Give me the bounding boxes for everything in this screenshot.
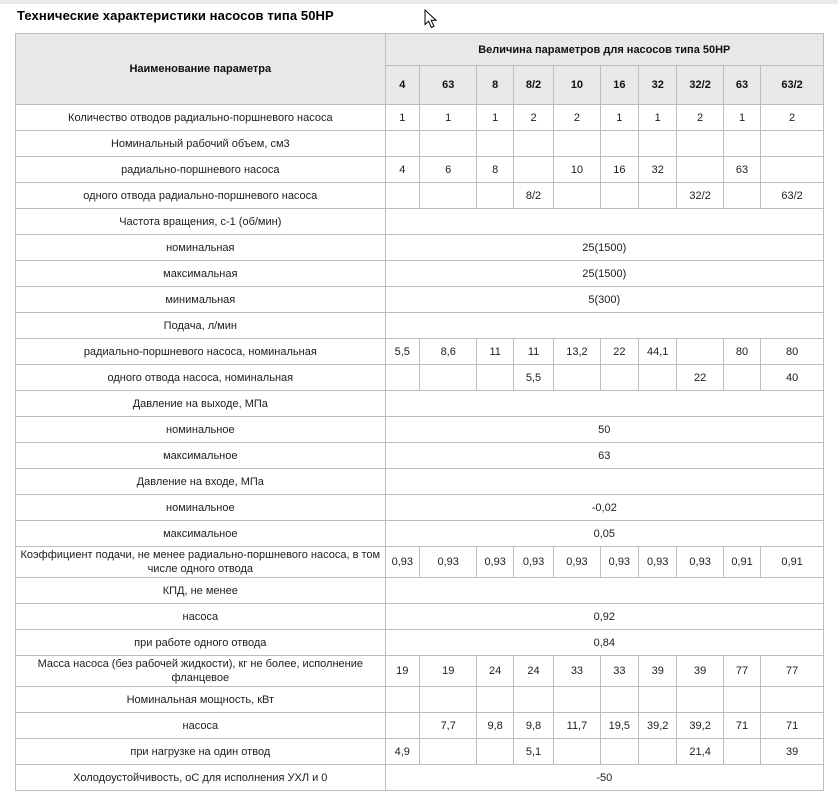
value-cell: 32: [639, 157, 677, 183]
param-label: номинальная: [16, 235, 386, 261]
value-cell: [513, 687, 553, 713]
value-cell: 8: [477, 157, 513, 183]
value-cell: [419, 365, 477, 391]
value-cell: 19,5: [600, 713, 638, 739]
value-cell: 0,93: [639, 547, 677, 578]
value-cell: [477, 739, 513, 765]
param-label: насоса: [16, 604, 386, 630]
value-cell: 39: [761, 739, 824, 765]
value-cell: 2: [677, 105, 723, 131]
param-label: максимальная: [16, 261, 386, 287]
value-cell: 1: [639, 105, 677, 131]
value-cell: 1: [477, 105, 513, 131]
value-cell: 2: [554, 105, 600, 131]
merged-value-cell: 63: [385, 443, 823, 469]
value-cell: [761, 131, 824, 157]
value-cell: 39: [639, 656, 677, 687]
value-cell: 4: [385, 157, 419, 183]
value-cell: 5,1: [513, 739, 553, 765]
value-cell: [639, 687, 677, 713]
value-cell: 21,4: [677, 739, 723, 765]
param-label: одного отвода радиально-поршневого насоса: [16, 183, 386, 209]
value-cell: 0,93: [677, 547, 723, 578]
table-row: [16, 443, 824, 469]
param-label: Давление на выходе, МПа: [16, 391, 386, 417]
value-cell: [600, 365, 638, 391]
value-cell: [600, 687, 638, 713]
param-label: минимальная: [16, 287, 386, 313]
value-cell: [677, 157, 723, 183]
value-cell: [554, 687, 600, 713]
merged-value-cell: 0,05: [385, 521, 823, 547]
value-cell: [477, 687, 513, 713]
value-cell: 6: [419, 157, 477, 183]
table-row: [16, 495, 824, 521]
value-cell: [477, 183, 513, 209]
table-row: [16, 630, 824, 656]
value-cell: [639, 131, 677, 157]
merged-value-cell: 25(1500): [385, 261, 823, 287]
value-cell: 80: [761, 339, 824, 365]
value-cell: [639, 183, 677, 209]
merged-value-cell: [385, 313, 823, 339]
value-cell: 63: [723, 157, 760, 183]
value-cell: 71: [761, 713, 824, 739]
column-header-16: 16: [600, 66, 638, 105]
param-label: номинальное: [16, 495, 386, 521]
value-cell: 80: [723, 339, 760, 365]
value-cell: 1: [419, 105, 477, 131]
header-group-row: [16, 34, 824, 66]
value-cell: 11: [513, 339, 553, 365]
param-label: радиально-поршневого насоса, номинальная: [16, 339, 386, 365]
table-row: [16, 131, 824, 157]
value-cell: [385, 713, 419, 739]
table-row: [16, 157, 824, 183]
param-label: Масса насоса (без рабочей жидкости), кг не более, исполнение фланцевое: [16, 656, 386, 687]
value-cell: 33: [554, 656, 600, 687]
value-cell: 8,6: [419, 339, 477, 365]
value-cell: [723, 687, 760, 713]
param-label: номинальное: [16, 417, 386, 443]
value-cell: 0,91: [723, 547, 760, 578]
value-cell: [677, 687, 723, 713]
value-cell: 7,7: [419, 713, 477, 739]
value-cell: [723, 739, 760, 765]
merged-value-cell: -50: [385, 765, 823, 791]
column-header-32-2: 32/2: [677, 66, 723, 105]
value-cell: [677, 339, 723, 365]
column-header-10: 10: [554, 66, 600, 105]
value-cell: 5,5: [513, 365, 553, 391]
merged-value-cell: 25(1500): [385, 235, 823, 261]
value-cell: [639, 365, 677, 391]
value-cell: 2: [761, 105, 824, 131]
value-cell: [419, 687, 477, 713]
merged-value-cell: 5(300): [385, 287, 823, 313]
value-cell: [761, 687, 824, 713]
table-row: [16, 235, 824, 261]
value-cell: [477, 365, 513, 391]
value-cell: [419, 739, 477, 765]
table-row: [16, 765, 824, 791]
param-label: Коэффициент подачи, не менее радиально-поршневого насоса, в том числе одного отвода: [16, 547, 386, 578]
value-cell: 24: [477, 656, 513, 687]
value-cell: [385, 687, 419, 713]
table-row: [16, 183, 824, 209]
param-label: радиально-поршневого насоса: [16, 157, 386, 183]
param-label: насоса: [16, 713, 386, 739]
merged-value-cell: [385, 578, 823, 604]
param-label: Частота вращения, с-1 (об/мин): [16, 209, 386, 235]
table-row: [16, 469, 824, 495]
merged-value-cell: 0,84: [385, 630, 823, 656]
table-row: [16, 365, 824, 391]
merged-value-cell: [385, 209, 823, 235]
value-cell: 22: [677, 365, 723, 391]
value-cell: [554, 131, 600, 157]
merged-value-cell: [385, 391, 823, 417]
value-cell: [723, 183, 760, 209]
param-column-header: Наименование параметра: [16, 34, 386, 105]
table-row: [16, 739, 824, 765]
value-cell: [600, 739, 638, 765]
column-header-4: 4: [385, 66, 419, 105]
value-cell: 22: [600, 339, 638, 365]
value-cell: 0,93: [600, 547, 638, 578]
value-cell: 11,7: [554, 713, 600, 739]
value-cell: 1: [723, 105, 760, 131]
table-body: [16, 105, 824, 791]
value-cell: 40: [761, 365, 824, 391]
value-cell: [513, 157, 553, 183]
value-cell: 0,93: [554, 547, 600, 578]
value-cell: [385, 365, 419, 391]
value-cell: 39,2: [677, 713, 723, 739]
pump-specs-table: [15, 33, 824, 791]
param-label: максимальное: [16, 443, 386, 469]
table-row: [16, 287, 824, 313]
value-cell: [639, 739, 677, 765]
value-cell: 16: [600, 157, 638, 183]
table-row: [16, 713, 824, 739]
value-cell: 19: [385, 656, 419, 687]
value-cell: 4,9: [385, 739, 419, 765]
merged-value-cell: [385, 469, 823, 495]
table-row: [16, 105, 824, 131]
value-cell: 77: [723, 656, 760, 687]
value-cell: [761, 157, 824, 183]
table-row: [16, 391, 824, 417]
value-cell: 19: [419, 656, 477, 687]
param-label: Количество отводов радиально-поршневого насоса: [16, 105, 386, 131]
table-row: [16, 547, 824, 578]
group-header: Величина параметров для насосов типа 50НР: [385, 34, 823, 66]
table-row: [16, 578, 824, 604]
value-cell: 9,8: [513, 713, 553, 739]
column-header-63-2: 63/2: [761, 66, 824, 105]
value-cell: 0,93: [477, 547, 513, 578]
value-cell: [419, 183, 477, 209]
param-label: Подача, л/мин: [16, 313, 386, 339]
column-header-8: 8: [477, 66, 513, 105]
value-cell: 44,1: [639, 339, 677, 365]
param-label: одного отвода насоса, номинальная: [16, 365, 386, 391]
param-label: КПД, не менее: [16, 578, 386, 604]
value-cell: 8/2: [513, 183, 553, 209]
value-cell: 10: [554, 157, 600, 183]
table-row: [16, 687, 824, 713]
value-cell: 33: [600, 656, 638, 687]
value-cell: 32/2: [677, 183, 723, 209]
table-row: [16, 209, 824, 235]
value-cell: 24: [513, 656, 553, 687]
table-row: [16, 313, 824, 339]
value-cell: 0,93: [513, 547, 553, 578]
table-row: [16, 261, 824, 287]
value-cell: 1: [385, 105, 419, 131]
value-cell: [723, 131, 760, 157]
value-cell: [554, 739, 600, 765]
param-label: Номинальная мощность, кВт: [16, 687, 386, 713]
column-header-8-2: 8/2: [513, 66, 553, 105]
value-cell: [385, 183, 419, 209]
param-label: Номинальный рабочий объем, см3: [16, 131, 386, 157]
param-label: Давление на входе, МПа: [16, 469, 386, 495]
table-row: [16, 417, 824, 443]
table-row: [16, 339, 824, 365]
value-cell: 0,93: [419, 547, 477, 578]
value-cell: 71: [723, 713, 760, 739]
table-header: [16, 34, 824, 105]
value-cell: 13,2: [554, 339, 600, 365]
column-header-63: 63: [419, 66, 477, 105]
param-label: при нагрузке на один отвод: [16, 739, 386, 765]
value-cell: [554, 183, 600, 209]
value-cell: [677, 131, 723, 157]
value-cell: [554, 365, 600, 391]
merged-value-cell: -0,02: [385, 495, 823, 521]
value-cell: 9,8: [477, 713, 513, 739]
merged-value-cell: 0,92: [385, 604, 823, 630]
value-cell: [723, 365, 760, 391]
page-title: Технические характеристики насосов типа 50НР: [17, 8, 334, 23]
value-cell: [513, 131, 553, 157]
column-header-32: 32: [639, 66, 677, 105]
table-row: [16, 656, 824, 687]
table-row: [16, 521, 824, 547]
value-cell: [600, 131, 638, 157]
param-label: при работе одного отвода: [16, 630, 386, 656]
param-label: максимальное: [16, 521, 386, 547]
value-cell: 1: [600, 105, 638, 131]
merged-value-cell: 50: [385, 417, 823, 443]
param-label: Холодоустойчивость, оС для исполнения УХЛ и 0: [16, 765, 386, 791]
value-cell: 11: [477, 339, 513, 365]
value-cell: 0,91: [761, 547, 824, 578]
value-cell: 77: [761, 656, 824, 687]
value-cell: 2: [513, 105, 553, 131]
table-row: [16, 604, 824, 630]
value-cell: 39: [677, 656, 723, 687]
value-cell: [419, 131, 477, 157]
value-cell: [385, 131, 419, 157]
page-top-strip: [0, 0, 838, 4]
value-cell: 63/2: [761, 183, 824, 209]
value-cell: [600, 183, 638, 209]
value-cell: 39,2: [639, 713, 677, 739]
column-header-63: 63: [723, 66, 760, 105]
value-cell: [477, 131, 513, 157]
value-cell: 5,5: [385, 339, 419, 365]
value-cell: 0,93: [385, 547, 419, 578]
